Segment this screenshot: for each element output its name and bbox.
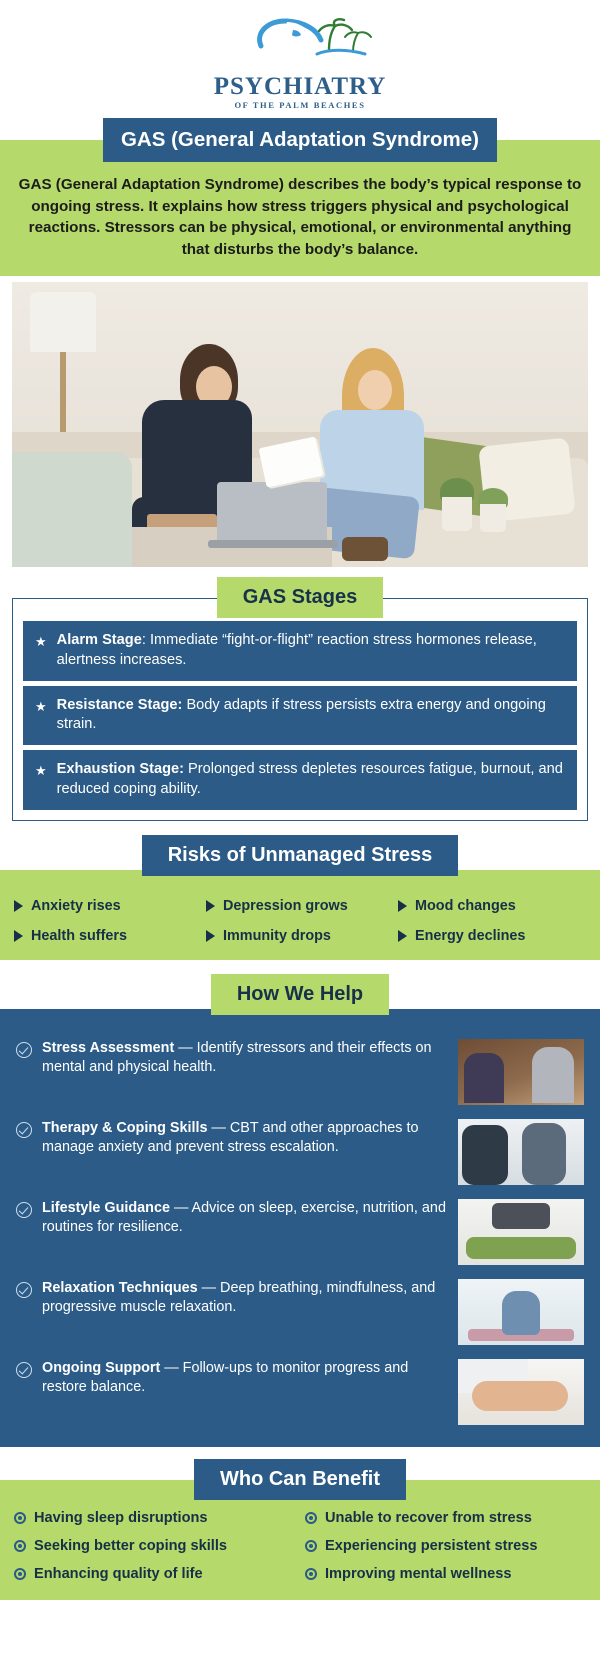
stage-text [57,631,565,670]
help-desc: — Deep breathing, mindfulness, and progressive muscle relaxation. [42,1279,436,1316]
benefit-label: Having sleep disruptions [34,1509,208,1526]
stage-sep: : [141,632,150,649]
risks-title: Risks of Unmanaged Stress [142,835,459,876]
risk-label: Mood changes [415,897,516,914]
risks-grid [14,898,586,944]
benefit-item [14,1566,295,1582]
dot-bullet-icon [305,1540,317,1552]
risk-label: Health suffers [31,927,127,944]
benefit-item [14,1510,295,1526]
benefit-heading-row [0,1459,600,1500]
star-icon: ★ [35,634,47,650]
stage-name: Resistance Stage: [56,696,183,713]
risk-label: Depression grows [223,897,348,914]
risk-item [398,928,586,944]
help-title: How We Help [211,974,389,1015]
check-circle-icon [16,1362,32,1378]
dot-bullet-icon [305,1568,317,1580]
dot-bullet-icon [305,1512,317,1524]
benefit-label: Experiencing persistent stress [325,1537,538,1554]
intro-paragraph: GAS (General Adaptation Syndrome) describes the body’s typical response to ongoing stress. It explains how stress triggers physical and psychological reactions. Stressors can be physical, emotional, or environmental anything that disturbs the body’s balance. [0,140,600,276]
help-heading-row [0,974,600,1015]
help-text [42,1119,448,1159]
help-name: Relaxation Techniques [42,1279,198,1296]
help-desc: — Identify stressors and their effects on mental and physical health. [42,1039,432,1076]
logo-tagline: OF THE PALM BEACHES [234,100,366,110]
help-thumbnail [458,1359,584,1425]
help-thumbnail [458,1199,584,1265]
risk-label: Anxiety rises [31,897,121,914]
help-desc: — Follow-ups to monitor progress and restore balance. [42,1359,409,1396]
check-circle-icon [16,1202,32,1218]
help-thumbnail [458,1119,584,1185]
risk-label: Immunity drops [223,927,331,944]
stage-text [57,760,565,799]
benefit-item [305,1566,586,1582]
risk-item [14,898,202,914]
help-item [16,1279,584,1345]
check-circle-icon [16,1282,32,1298]
palm-tree-face-logo-icon [225,16,375,74]
help-item [16,1359,584,1425]
benefit-title: Who Can Benefit [194,1459,406,1500]
stage-desc: Prolonged stress depletes resources fatigue, burnout, and reduced coping ability. [56,761,563,797]
benefit-label: Seeking better coping skills [34,1537,228,1554]
help-name: Therapy & Coping Skills [42,1119,208,1136]
help-text [42,1359,448,1399]
triangle-bullet-icon [14,930,23,942]
star-icon: ★ [35,763,47,779]
dot-bullet-icon [14,1512,26,1524]
help-item [16,1199,584,1265]
help-item [16,1119,584,1185]
triangle-bullet-icon [206,900,215,912]
help-thumbnail [458,1039,584,1105]
triangle-bullet-icon [14,900,23,912]
gas-stages-box [12,598,588,820]
dot-bullet-icon [14,1540,26,1552]
stage-item [23,621,577,680]
page-title: GAS (General Adaptation Syndrome) [103,118,497,163]
dot-bullet-icon [14,1568,26,1580]
stage-desc: Body adapts if stress persists extra energy and ongoing strain. [56,696,546,733]
benefit-item [14,1538,295,1554]
help-desc: — Advice on sleep, exercise, nutrition, and routines for resilience. [42,1199,446,1236]
title-ribbon-row [0,118,600,163]
risk-item [398,898,586,914]
triangle-bullet-icon [398,930,407,942]
help-text [42,1039,448,1079]
help-item [16,1039,584,1105]
benefit-item [305,1510,586,1526]
check-circle-icon [16,1042,32,1058]
benefit-item [305,1538,586,1554]
help-text [42,1199,448,1239]
benefit-label: Enhancing quality of life [34,1565,203,1582]
triangle-bullet-icon [206,930,215,942]
check-circle-icon [16,1122,32,1138]
risk-item [206,898,394,914]
help-desc: — CBT and other approaches to manage anxiety and prevent stress escalation. [42,1119,419,1156]
risk-item [206,928,394,944]
benefit-label: Improving mental wellness [325,1565,512,1582]
benefit-grid [14,1510,586,1582]
how-we-help-section [0,1009,600,1447]
logo-wordmark: PSYCHIATRY [213,73,387,100]
stage-item [23,750,577,809]
star-icon: ★ [35,698,47,714]
help-name: Ongoing Support [42,1359,161,1376]
risk-label: Energy declines [415,927,526,944]
stage-item [23,686,577,745]
help-text [42,1279,448,1319]
help-thumbnail [458,1279,584,1345]
brand-logo [0,0,600,118]
gas-stages-section [0,577,600,820]
risks-heading-row [0,835,600,876]
gas-stages-heading-row [0,577,600,618]
risk-item [14,928,202,944]
hero-image [12,282,588,567]
stage-name: Alarm Stage [56,632,142,649]
gas-stages-title: GAS Stages [217,577,383,618]
help-name: Stress Assessment [42,1039,175,1056]
benefit-label: Unable to recover from stress [325,1509,532,1526]
help-name: Lifestyle Guidance [42,1199,170,1216]
stage-text [57,696,565,735]
stage-name: Exhaustion Stage: [56,761,184,778]
stage-desc: Immediate “fight-or-flight” reaction stress hormones release, alertness increases. [56,632,537,669]
risks-section [0,870,600,960]
triangle-bullet-icon [398,900,407,912]
